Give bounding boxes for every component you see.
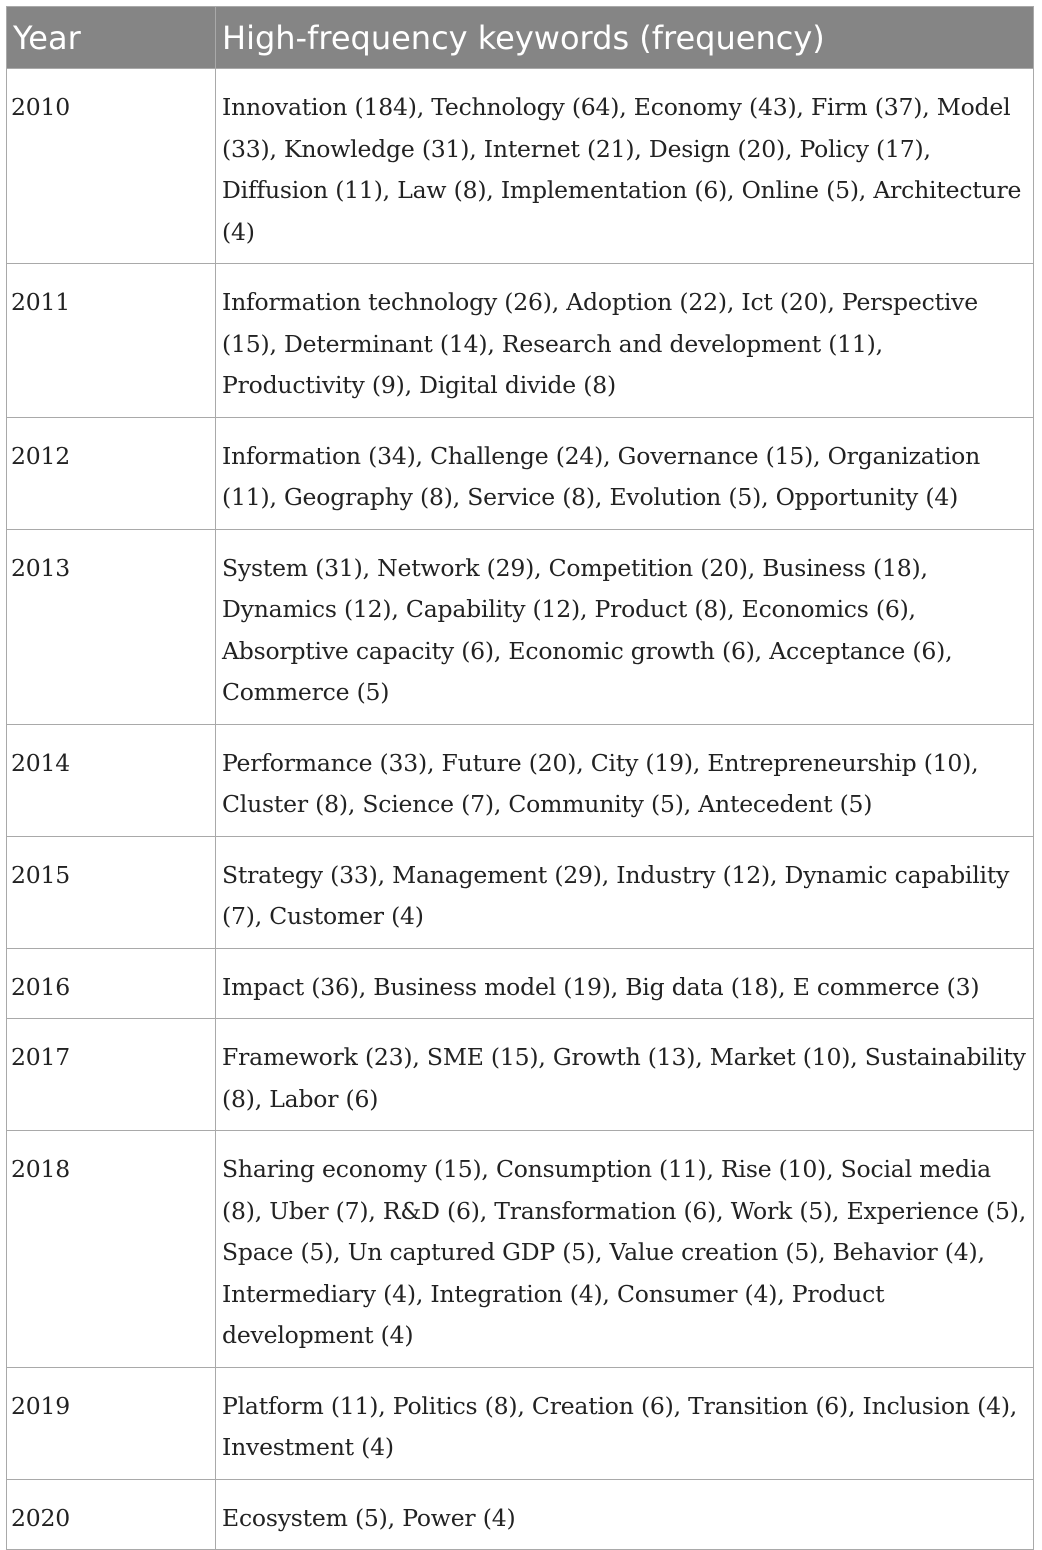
keywords-cell: Information technology (26), Adoption (22), Ict (20), Perspective (15), Determinant (14), Research and development (11), Productivity (9), Digital divide (8) <box>216 264 1034 418</box>
year-cell: 2013 <box>7 529 216 724</box>
keywords-table <box>6 6 1034 1550</box>
keywords-cell: Ecosystem (5), Power (4) <box>216 1479 1034 1550</box>
year-cell: 2016 <box>7 948 216 1019</box>
year-cell: 2015 <box>7 836 216 948</box>
table-row <box>7 948 1034 1019</box>
keywords-cell: Information (34), Challenge (24), Governance (15), Organization (11), Geography (8), Service (8), Evolution (5), Opportunity (4) <box>216 417 1034 529</box>
header-keywords: High-frequency keywords (frequency) <box>216 7 1034 69</box>
table-row <box>7 1019 1034 1131</box>
table-row <box>7 417 1034 529</box>
keywords-cell: Platform (11), Politics (8), Creation (6), Transition (6), Inclusion (4), Investment (4) <box>216 1367 1034 1479</box>
keywords-table-container <box>6 6 1033 1550</box>
year-cell: 2018 <box>7 1131 216 1368</box>
table-row <box>7 1131 1034 1368</box>
keywords-cell: Innovation (184), Technology (64), Economy (43), Firm (37), Model (33), Knowledge (31), Internet (21), Design (20), Policy (17), Diffusion (11), Law (8), Implementation (6), Online (5), Architecture (4) <box>216 69 1034 264</box>
header-year: Year <box>7 7 216 69</box>
keywords-cell: Impact (36), Business model (19), Big data (18), E commerce (3) <box>216 948 1034 1019</box>
year-cell: 2012 <box>7 417 216 529</box>
year-cell: 2020 <box>7 1479 216 1550</box>
table-row <box>7 724 1034 836</box>
keywords-cell: Framework (23), SME (15), Growth (13), Market (10), Sustainability (8), Labor (6) <box>216 1019 1034 1131</box>
year-cell: 2019 <box>7 1367 216 1479</box>
year-cell: 2010 <box>7 69 216 264</box>
year-cell: 2017 <box>7 1019 216 1131</box>
keywords-cell: Sharing economy (15), Consumption (11), Rise (10), Social media (8), Uber (7), R&D (6), Transformation (6), Work (5), Experience (5), Space (5), Un captured GDP (5), Value creation (5), Behavior (4), Intermediary (4), Integration (4), Consumer (4), Product development (4) <box>216 1131 1034 1368</box>
table-row <box>7 1367 1034 1479</box>
table-row <box>7 264 1034 418</box>
table-row <box>7 69 1034 264</box>
keywords-cell: Strategy (33), Management (29), Industry (12), Dynamic capability (7), Customer (4) <box>216 836 1034 948</box>
table-header-row <box>7 7 1034 69</box>
table-row <box>7 529 1034 724</box>
table-row <box>7 836 1034 948</box>
year-cell: 2011 <box>7 264 216 418</box>
table-row <box>7 1479 1034 1550</box>
year-cell: 2014 <box>7 724 216 836</box>
keywords-cell: System (31), Network (29), Competition (20), Business (18), Dynamics (12), Capability (12), Product (8), Economics (6), Absorptive capacity (6), Economic growth (6), Acceptance (6), Commerce (5) <box>216 529 1034 724</box>
keywords-cell: Performance (33), Future (20), City (19), Entrepreneurship (10), Cluster (8), Science (7), Community (5), Antecedent (5) <box>216 724 1034 836</box>
